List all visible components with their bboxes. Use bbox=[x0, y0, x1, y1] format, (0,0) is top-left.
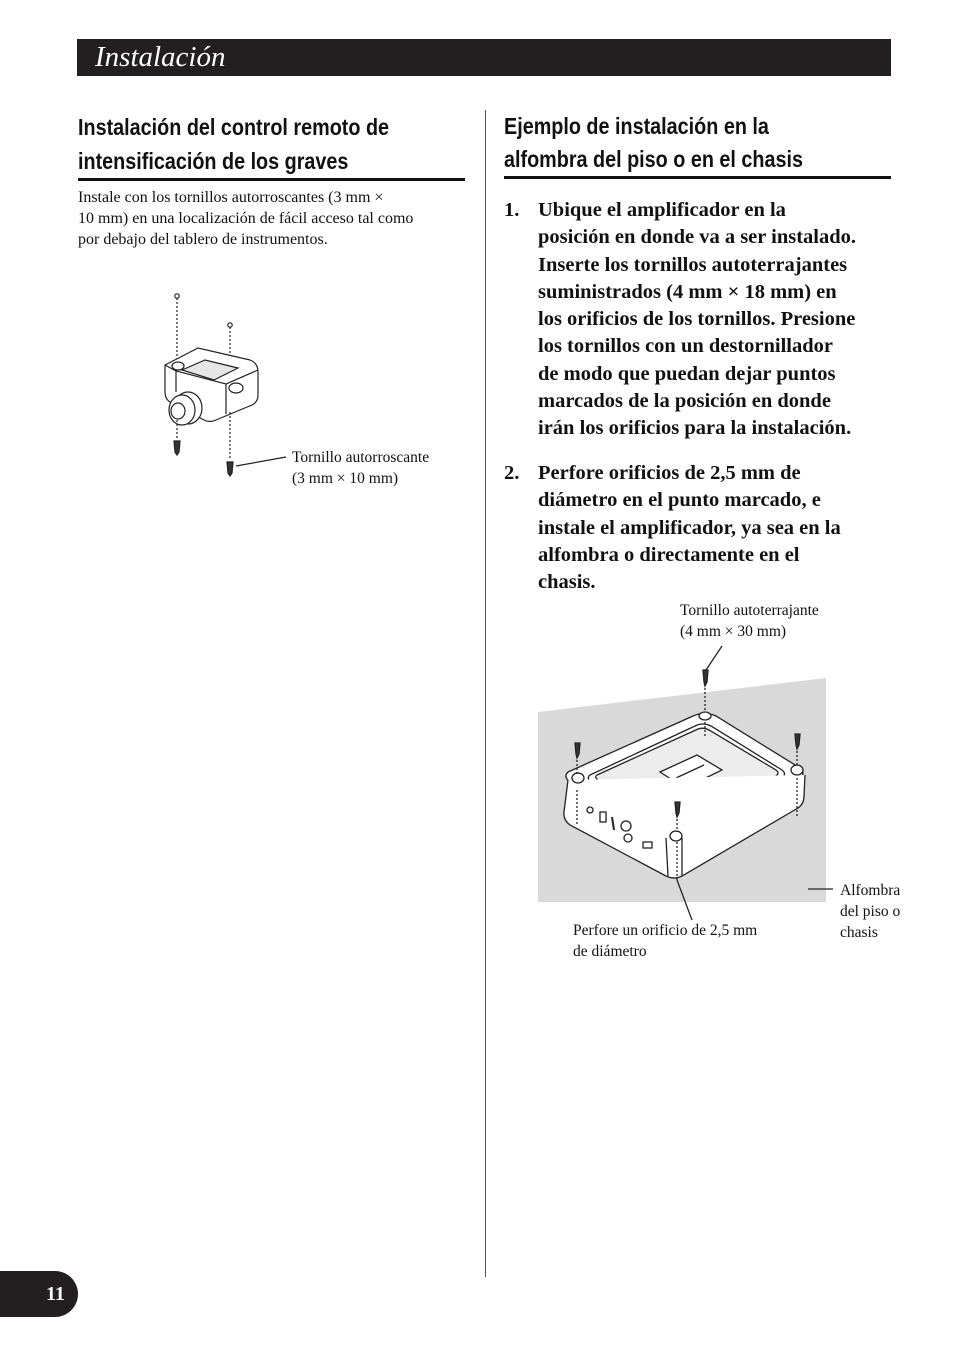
page-number: 11 bbox=[46, 1283, 65, 1305]
floor-caption-line-2: del piso o bbox=[840, 903, 901, 920]
step-1-line: marcados de la posición en donde bbox=[538, 390, 831, 413]
right-heading-line-2: alfombra del piso o en el chasis bbox=[504, 146, 803, 172]
step-1-line: suministrados (4 mm × 18 mm) en bbox=[538, 280, 837, 303]
left-heading-line-1: Instalación del control remoto de bbox=[78, 114, 390, 140]
page-number-tab bbox=[0, 1271, 78, 1317]
self-tapping-screw-caption-line-1: Tornillo autorroscante bbox=[292, 449, 430, 466]
floor-caption-line-3: chasis bbox=[840, 924, 878, 941]
step-2-line: instale el amplificador, ya sea en la bbox=[538, 516, 841, 539]
section-title: Instalación bbox=[95, 41, 226, 73]
step-1-line: irán los orificios para la instalación. bbox=[538, 417, 852, 440]
step-1-line: Ubique el amplificador en la bbox=[538, 199, 786, 221]
step-1-line: Inserte los tornillos autoterrajantes bbox=[538, 253, 848, 276]
step-1-line: los tornillos con un destornillador bbox=[538, 335, 834, 358]
step-2-line: chasis. bbox=[538, 571, 596, 594]
drill-caption-line-1: Perfore un orificio de 2,5 mm bbox=[573, 922, 758, 939]
tapping-screw-caption-line-2: (4 mm × 30 mm) bbox=[680, 623, 787, 640]
step-2-number: 2. bbox=[504, 462, 520, 484]
step-2-line: Perfore orificios de 2,5 mm de bbox=[538, 462, 801, 484]
left-body-line-1: Instale con los tornillos autorroscantes (3 mm × bbox=[78, 189, 384, 206]
tapping-screw-caption-line-1: Tornillo autoterrajante bbox=[680, 602, 819, 619]
step-1-line: de modo que puedan dejar puntos bbox=[538, 362, 836, 385]
step-1-line: posición en donde va a ser instalado. bbox=[538, 226, 857, 249]
left-body-line-2: 10 mm) en una localización de fácil acceso tal como bbox=[78, 210, 414, 227]
self-tapping-screw-caption-line-2: (3 mm × 10 mm) bbox=[292, 470, 399, 487]
left-heading-line-2: intensificación de los graves bbox=[78, 148, 349, 174]
right-heading-line-1: Ejemplo de instalación en la bbox=[504, 113, 769, 139]
left-body-line-3: por debajo del tablero de instrumentos. bbox=[78, 231, 328, 248]
step-1-line: los orificios de los tornillos. Presione bbox=[538, 308, 856, 331]
floor-caption-line-1: Alfombra bbox=[840, 882, 901, 899]
step-1-number: 1. bbox=[504, 199, 520, 221]
step-2-line: diámetro en el punto marcado, e bbox=[538, 489, 821, 512]
drill-caption-line-2: de diámetro bbox=[573, 943, 647, 960]
step-2-line: alfombra o directamente en el bbox=[538, 543, 800, 566]
